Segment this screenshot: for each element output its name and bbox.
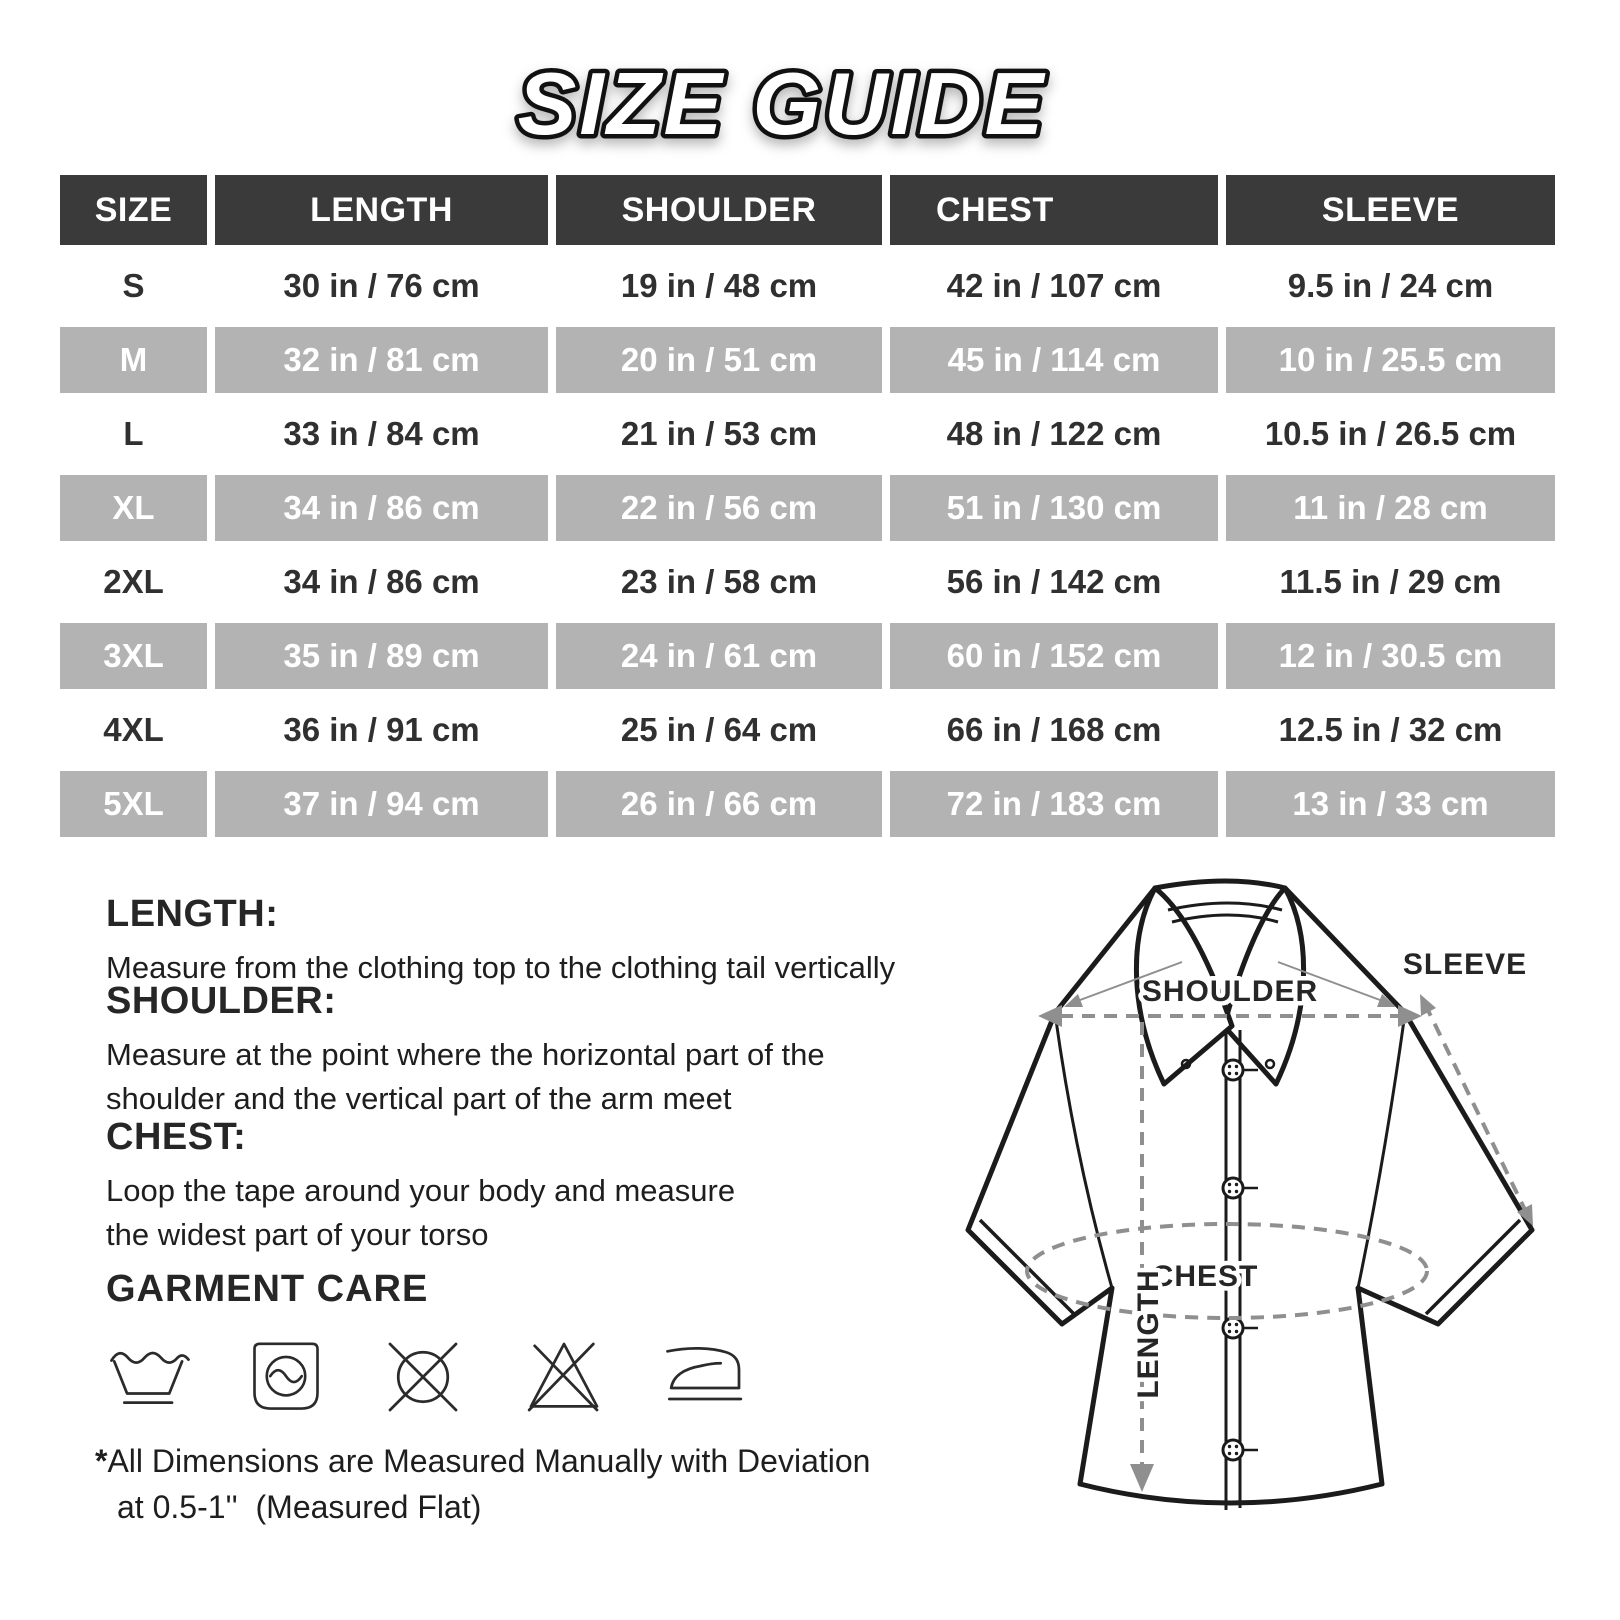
cell-shoulder: 24 in / 61 cm <box>556 623 882 689</box>
diagram-shoulder-label: SHOULDER <box>1141 975 1319 1008</box>
cell-length: 32 in / 81 cm <box>215 327 548 393</box>
col-header-length: LENGTH <box>215 175 548 245</box>
cell-chest: 72 in / 183 cm <box>890 771 1218 837</box>
tumble-dry-gentle-icon <box>244 1333 328 1421</box>
cell-size: M <box>60 327 207 393</box>
do-not-bleach-icon <box>518 1333 610 1421</box>
size-row-3xl <box>60 623 1555 689</box>
shoulder-definition-text-line2: shoulder and the vertical part of the arm meet <box>106 1081 732 1116</box>
length-definition-text: Measure from the clothing top to the clothing tail vertically <box>106 950 896 985</box>
diagram-length-label: LENGTH <box>1132 1269 1165 1399</box>
cell-chest: 66 in / 168 cm <box>890 697 1218 763</box>
cell-chest: 48 in / 122 cm <box>890 401 1218 467</box>
size-row-l <box>60 401 1555 467</box>
cell-shoulder: 25 in / 64 cm <box>556 697 882 763</box>
garment-care-heading: GARMENT CARE <box>106 1268 429 1310</box>
cell-sleeve: 11.5 in / 29 cm <box>1226 549 1555 615</box>
care-icons-row <box>106 1333 752 1421</box>
cell-shoulder: 19 in / 48 cm <box>556 253 882 319</box>
cell-length: 33 in / 84 cm <box>215 401 548 467</box>
col-header-size: SIZE <box>60 175 207 245</box>
cell-size: 2XL <box>60 549 207 615</box>
size-row-s <box>60 253 1555 319</box>
shoulder-definition <box>106 980 986 1121</box>
cell-length: 37 in / 94 cm <box>215 771 548 837</box>
cell-size: 4XL <box>60 697 207 763</box>
disclaimer-line1: All Dimensions are Measured Manually with Deviation <box>107 1443 871 1479</box>
cell-sleeve: 10.5 in / 26.5 cm <box>1226 401 1555 467</box>
size-row-m <box>60 327 1555 393</box>
cell-shoulder: 21 in / 53 cm <box>556 401 882 467</box>
cell-sleeve: 10 in / 25.5 cm <box>1226 327 1555 393</box>
cell-shoulder: 26 in / 66 cm <box>556 771 882 837</box>
cell-sleeve: 13 in / 33 cm <box>1226 771 1555 837</box>
size-table <box>52 167 1563 845</box>
disclaimer-asterisk: * <box>95 1443 108 1479</box>
iron-icon <box>660 1333 752 1421</box>
page-title: SIZE GUIDE <box>517 54 1047 153</box>
length-definition <box>106 893 986 990</box>
cell-length: 36 in / 91 cm <box>215 697 548 763</box>
cell-chest: 42 in / 107 cm <box>890 253 1218 319</box>
cell-shoulder: 23 in / 58 cm <box>556 549 882 615</box>
chest-definition <box>106 1116 986 1257</box>
measurement-disclaimer <box>95 1438 955 1530</box>
size-row-5xl <box>60 771 1555 837</box>
chest-definition-text-line2: the widest part of your torso <box>106 1217 489 1252</box>
page-title-banner <box>0 28 1620 178</box>
shoulder-definition-text-line1: Measure at the point where the horizontal part of the <box>106 1037 825 1072</box>
cell-size: L <box>60 401 207 467</box>
gentle-wash-icon <box>106 1333 194 1421</box>
cell-chest: 45 in / 114 cm <box>890 327 1218 393</box>
shirt-diagram <box>920 858 1580 1558</box>
col-header-chest: CHEST <box>890 175 1218 245</box>
cell-shoulder: 22 in / 56 cm <box>556 475 882 541</box>
cell-sleeve: 11 in / 28 cm <box>1226 475 1555 541</box>
cell-chest: 51 in / 130 cm <box>890 475 1218 541</box>
garment-care-section <box>106 1268 752 1421</box>
chest-term: CHEST: <box>106 1116 247 1158</box>
size-table-header-row <box>60 175 1555 245</box>
disclaimer-line2: at 0.5-1'' (Measured Flat) <box>117 1489 482 1525</box>
diagram-sleeve-label: SLEEVE <box>1402 948 1528 981</box>
cell-size: S <box>60 253 207 319</box>
size-row-xl <box>60 475 1555 541</box>
size-row-4xl <box>60 697 1555 763</box>
cell-chest: 56 in / 142 cm <box>890 549 1218 615</box>
cell-length: 35 in / 89 cm <box>215 623 548 689</box>
col-header-shoulder: SHOULDER <box>556 175 882 245</box>
cell-sleeve: 12 in / 30.5 cm <box>1226 623 1555 689</box>
diagram-chest-label: CHEST <box>1151 1260 1259 1293</box>
cell-sleeve: 12.5 in / 32 cm <box>1226 697 1555 763</box>
col-header-sleeve: SLEEVE <box>1226 175 1555 245</box>
chest-definition-text-line1: Loop the tape around your body and measure <box>106 1173 736 1208</box>
cell-size: XL <box>60 475 207 541</box>
cell-shoulder: 20 in / 51 cm <box>556 327 882 393</box>
cell-size: 5XL <box>60 771 207 837</box>
size-row-2xl <box>60 549 1555 615</box>
cell-length: 34 in / 86 cm <box>215 549 548 615</box>
length-term: LENGTH: <box>106 893 279 935</box>
cell-length: 34 in / 86 cm <box>215 475 548 541</box>
cell-chest: 60 in / 152 cm <box>890 623 1218 689</box>
cell-length: 30 in / 76 cm <box>215 253 548 319</box>
cell-sleeve: 9.5 in / 24 cm <box>1226 253 1555 319</box>
shoulder-term: SHOULDER: <box>106 980 337 1022</box>
cell-size: 3XL <box>60 623 207 689</box>
do-not-dry-clean-icon <box>378 1333 468 1421</box>
